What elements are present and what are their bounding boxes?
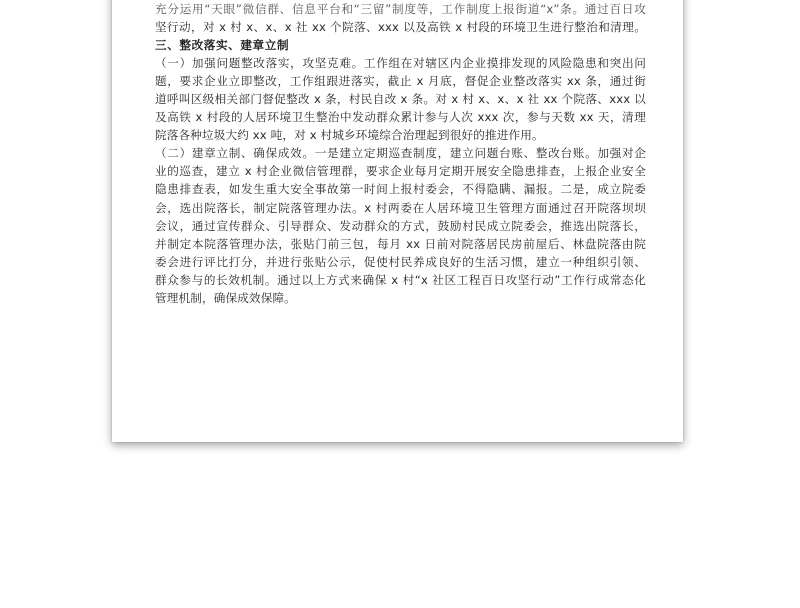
partial-top-line: 充分运用“天眼”微信群、信息平台和“三留”制度等，工作制度上报街道“x”条。通过百日攻	[155, 2, 646, 16]
body-line: 隐患排查表，如发生重大安全事故第一时间上报村委会，不得隐瞒、漏报。二是，成立院委	[155, 182, 646, 197]
body-line: 并制定本院落管理办法，张贴门前三包，每月 xx 日前对院落居民房前屋后、林盘院落由院	[155, 236, 646, 251]
body-line: 业的巡查，建立 x 村企业微信管理群，要求企业每月定期开展安全隐患排查，上报企业安全	[155, 164, 646, 179]
body-line: 坚行动，对 x 村 x、x、x 社 xx 个院落、xxx 以及高铁 x 村段的环境卫生进行整治和清理。	[155, 20, 646, 35]
body-line: 会，选出院落长，制定院落管理办法。x 村两委在人居环境卫生管理方面通过召开院落坝坝	[155, 200, 646, 215]
body-line: 管理机制，确保成效保障。	[155, 290, 296, 305]
section-heading: 三、整改落实、建章立制	[155, 38, 290, 53]
document-page	[112, 0, 683, 442]
body-line: 道呼叫区级相关部门督促整改 x 条，村民自改 x 条。对 x 村 x、x、x 社 xx 个院落、xxx 以	[155, 92, 646, 107]
paragraph-rectification	[155, 54, 646, 144]
body-line: 会议，通过宣传群众、引导群众、发动群众的方式，鼓励村民成立院委会，推选出院落长，	[155, 218, 646, 233]
paragraph-regulations	[155, 144, 646, 306]
body-line: 委会进行评比打分，并进行张贴公示，促使村民养成良好的生活习惯，建立一种组织引领、	[155, 254, 646, 269]
body-line: 及高铁 x 村段的人居环境卫生整治中发动群众累计参与人次 xxx 次，参与天数 xx 天，清理	[155, 110, 646, 125]
body-line: 题，要求企业立即整改，工作组跟进落实，截止 x 月底，督促企业整改落实 xx 条，通过街	[155, 74, 646, 89]
body-line: （一）加强问题整改落实，攻坚克难。工作组在对辖区内企业摸排发现的风险隐患和突出问	[155, 56, 646, 71]
body-line: （二）建章立制、确保成效。一是建立定期巡查制度，建立问题台账、整改台账。加强对企	[155, 146, 646, 161]
body-line: 群众参与的长效机制。通过以上方式来确保 x 村“x 社区工程百日攻坚行动”工作行成常态化	[155, 272, 646, 287]
body-line: 院落各种垃圾大约 xx 吨，对 x 村城乡环境综合治理起到很好的推进作用。	[155, 128, 544, 143]
